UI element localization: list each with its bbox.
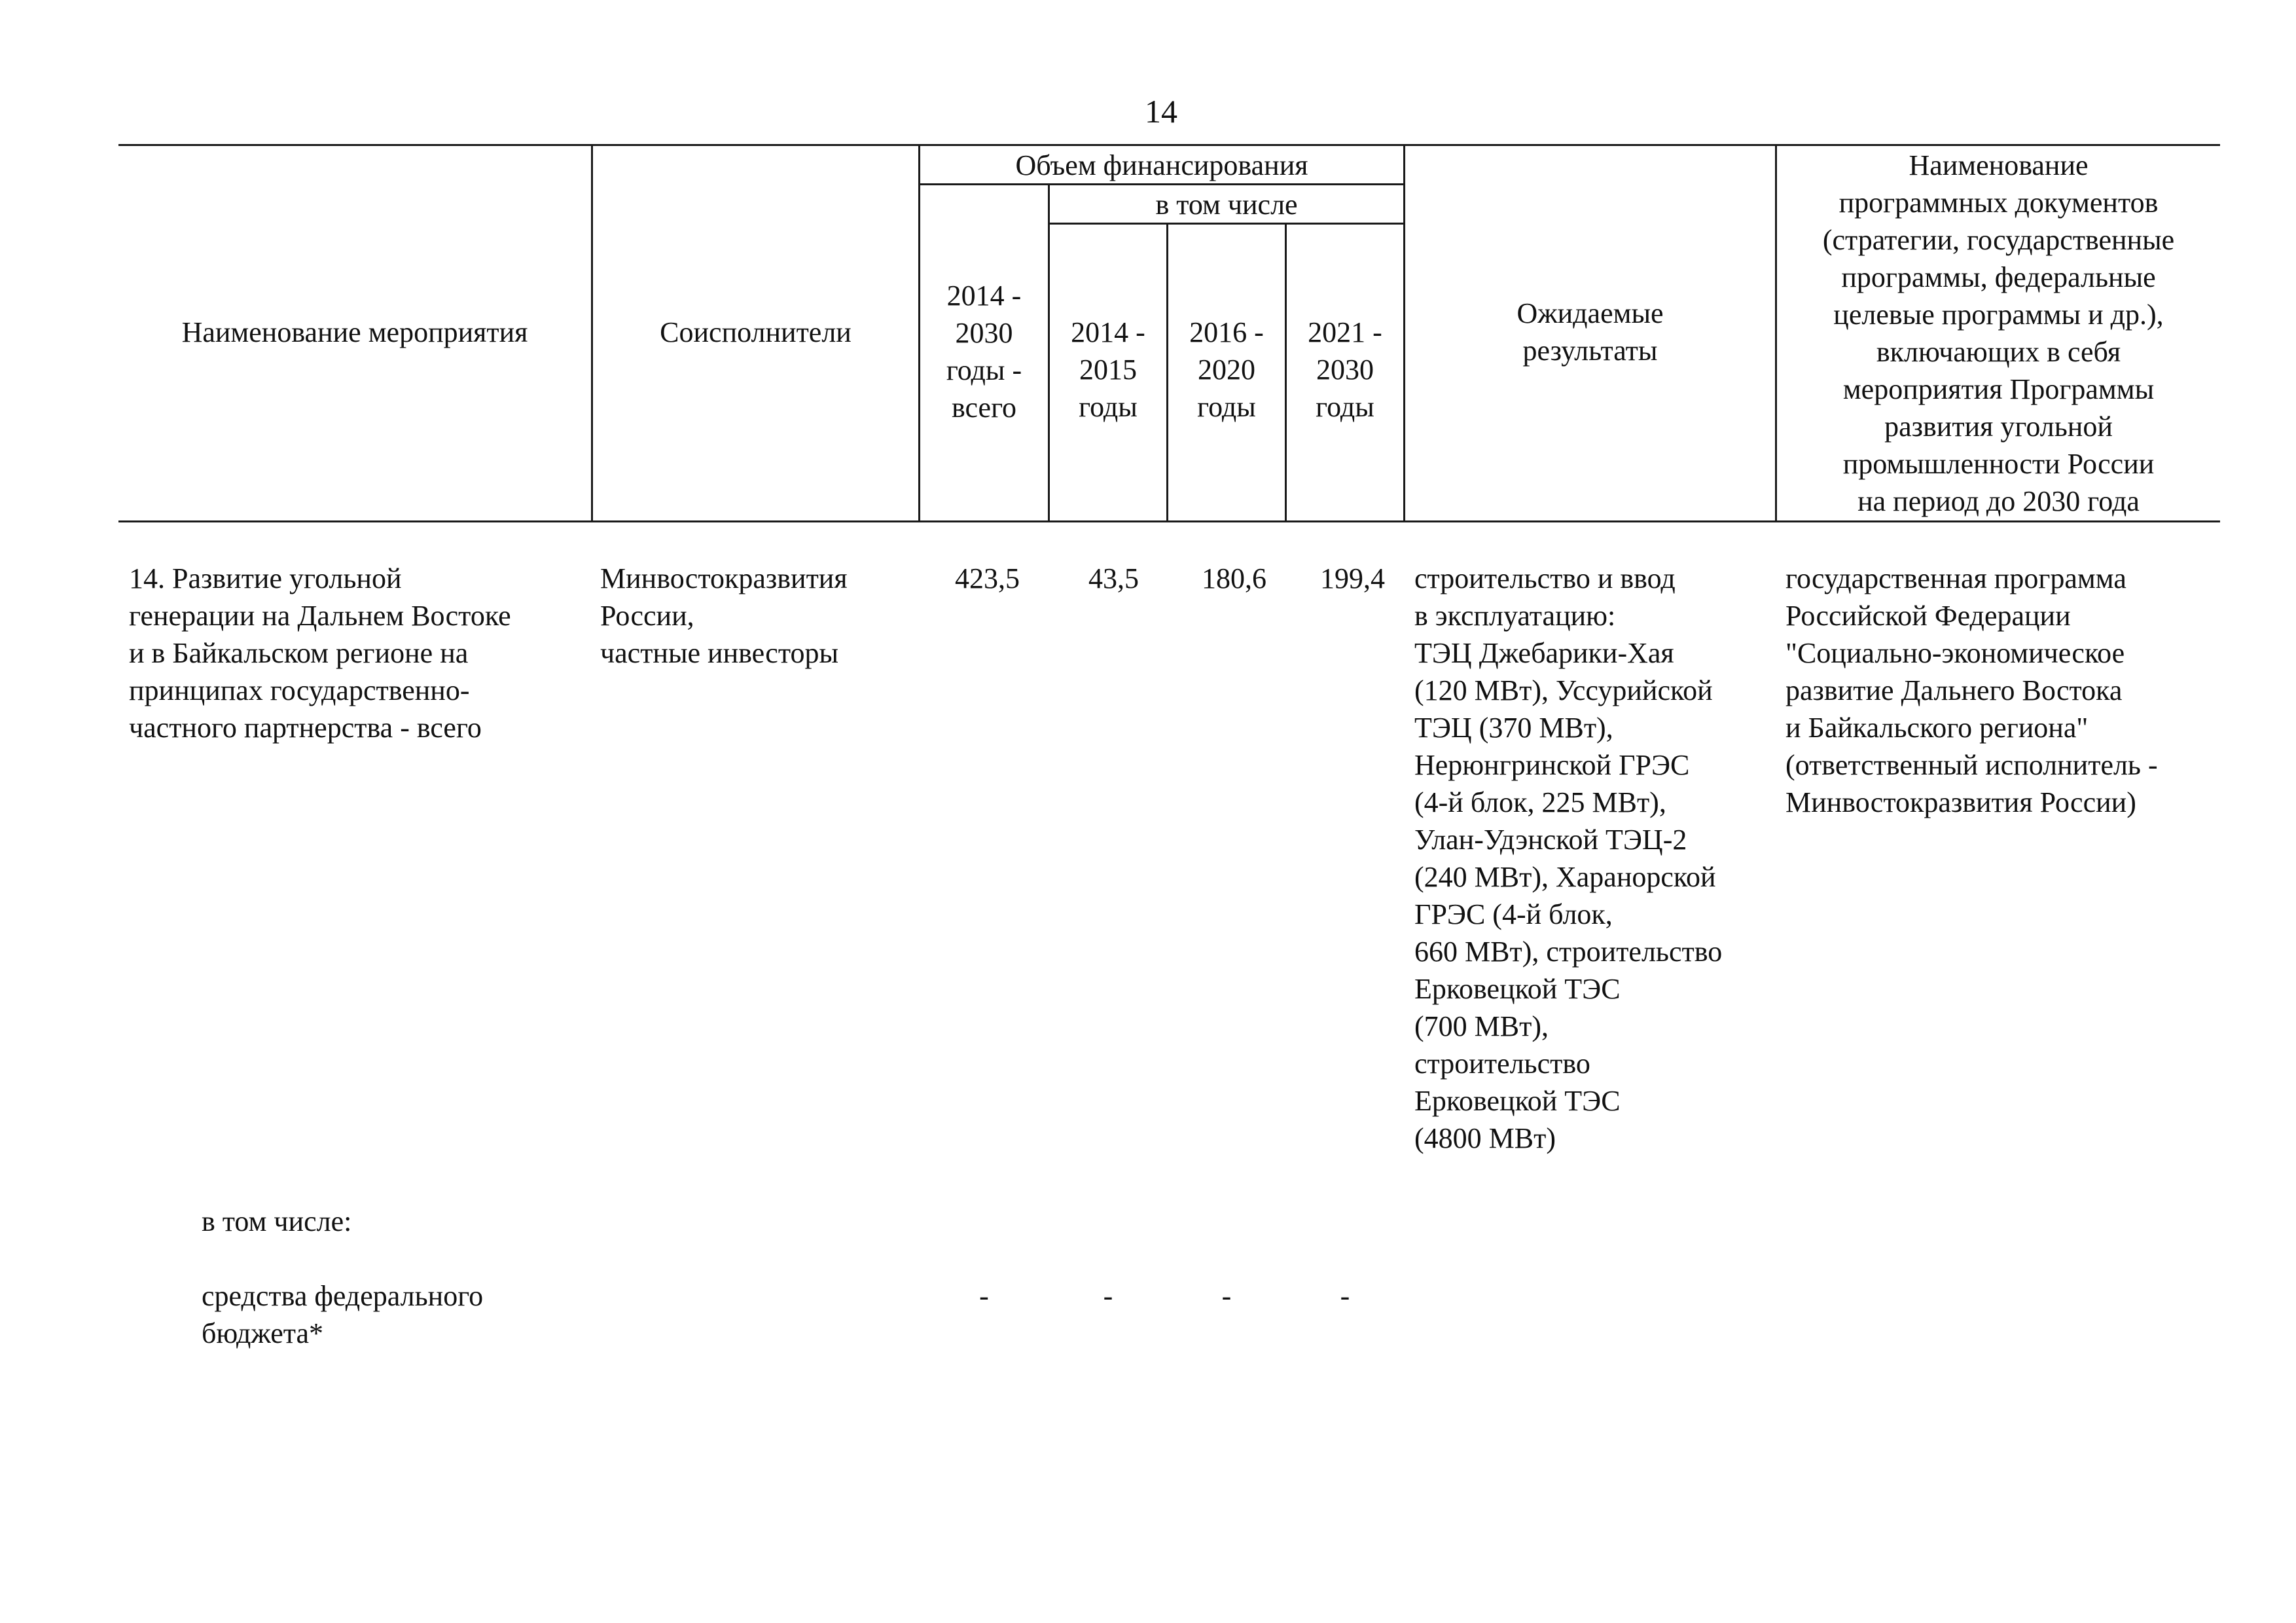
header-documents: Наименование программных документов (стратегии, государственные программы, федеральные целевые программы и др.), включающих в себя мероприятия Программы развития угольной промышленности России на период до 2030 года	[1822, 149, 2175, 517]
sub-including: в том числе:	[202, 1205, 352, 1237]
header-results: Ожидаемые результаты	[1516, 297, 1664, 367]
header-2014-2015: 2014 - 2015 годы	[1071, 316, 1145, 423]
header-bottom-rule	[118, 520, 2220, 522]
row-coexecutors: Минвостокразвития России, частные инвесторы	[600, 562, 848, 669]
header-2021-2030: 2021 - 2030 годы	[1308, 316, 1382, 423]
fb-2016-2020: -	[1221, 1280, 1232, 1312]
row-measure: 14. Развитие угольной генерации на Дальнем Востоке и в Байкальском регионе на принципах государственно- частного партнерства - всего	[129, 562, 511, 744]
fb-total: -	[979, 1280, 989, 1312]
fb-2014-2015: -	[1103, 1280, 1113, 1312]
header-funding-group: Объем финансирования	[1015, 149, 1308, 181]
header-including: в том числе	[1155, 189, 1298, 221]
page-number: 14	[1145, 93, 1177, 130]
row-2014-2015: 43,5	[1088, 562, 1139, 594]
header-coexecutors: Соисполнители	[660, 316, 852, 348]
row-results: строительство и ввод в эксплуатацию: ТЭЦ Джебарики-Хая (120 МВт), Уссурийской ТЭЦ (370 МВт), Нерюнгринской ГРЭС (4-й блок, 225 МВт), Улан-Удэнской ТЭЦ-2 (240 МВт), Харанорской ГРЭС (4-й блок, 660 МВт), строительство Ерковецкой ТЭС (700 МВт), строительство Ерковецкой ТЭС (4800 МВт)	[1414, 562, 1723, 1154]
row-2021-2030: 199,4	[1320, 562, 1385, 594]
header-total: 2014 - 2030 годы - всего	[946, 280, 1022, 424]
row-2016-2020: 180,6	[1202, 562, 1266, 594]
header-2016-2020: 2016 - 2020 годы	[1189, 316, 1264, 423]
row-total: 423,5	[955, 562, 1020, 594]
fb-2021-2030: -	[1340, 1280, 1350, 1312]
sub-federal-budget: средства федерального бюджета*	[202, 1280, 484, 1349]
header-measure: Наименование мероприятия	[181, 316, 528, 348]
table-top-rule	[118, 144, 2220, 146]
row-documents: государственная программа Российской Федерации "Социально-экономическое развитие Дальнего Востока и Байкальского региона" (ответственный исполнитель - Минвостокразвития России)	[1785, 562, 2158, 818]
